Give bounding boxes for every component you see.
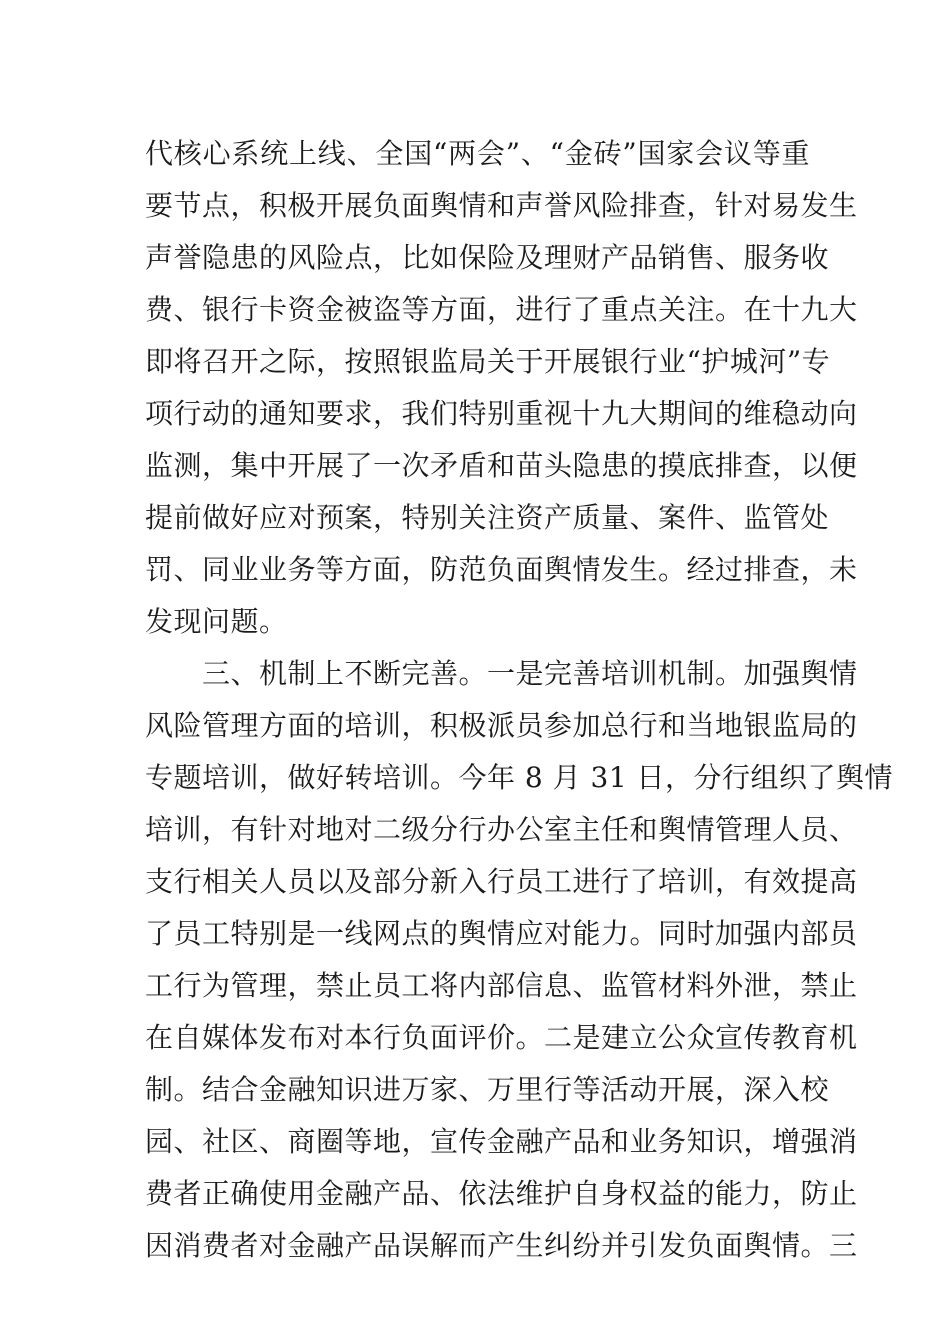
text-line: 罚、同业业务等方面，防范负面舆情发生。经过排查，未 <box>145 553 858 586</box>
text-line: 要节点，积极开展负面舆情和声誉风险排查，针对易发生 <box>145 189 858 222</box>
text-line: 项行动的通知要求，我们特别重视十九大期间的维稳动向 <box>145 397 858 430</box>
text-line: 制。结合金融知识进万家、万里行等活动开展，深入校 <box>145 1073 830 1106</box>
text-line: 工行为管理，禁止员工将内部信息、监管材料外泄，禁止 <box>145 969 858 1002</box>
text-line: 园、社区、商圈等地，宣传金融产品和业务知识，增强消 <box>145 1125 858 1158</box>
text-line: 费者正确使用金融产品、依法维护自身权益的能力，防止 <box>145 1177 858 1210</box>
text-line: 培训，有针对地对二级分行办公室主任和舆情管理人员、 <box>145 813 858 846</box>
text-line: 监测，集中开展了一次矛盾和苗头隐患的摸底排查，以便 <box>145 449 858 482</box>
text-line: 风险管理方面的培训，积极派员参加总行和当地银监局的 <box>145 709 858 742</box>
text-line: 专题培训，做好转培训。今年 8 月 31 日，分行组织了舆情 <box>145 761 894 794</box>
text-line: 声誉隐患的风险点，比如保险及理财产品销售、服务收 <box>145 241 830 274</box>
text-line: 在自媒体发布对本行负面评价。二是建立公众宣传教育机 <box>145 1021 858 1054</box>
text-line: 发现问题。 <box>145 605 288 638</box>
text-line: 三、机制上不断完善。一是完善培训机制。加强舆情 <box>145 657 858 690</box>
text-line: 因消费者对金融产品误解而产生纠纷并引发负面舆情。三 <box>145 1229 858 1262</box>
text-line: 即将召开之际，按照银监局关于开展银行业“护城河”专 <box>145 345 831 378</box>
document-body <box>145 128 894 1272</box>
text-line: 了员工特别是一线网点的舆情应对能力。同时加强内部员 <box>145 917 858 950</box>
text-line: 代核心系统上线、全国“两会”、“金砖”国家会议等重 <box>145 137 810 170</box>
text-line: 支行相关人员以及部分新入行员工进行了培训，有效提高 <box>145 865 858 898</box>
text-line: 费、银行卡资金被盗等方面，进行了重点关注。在十九大 <box>145 293 858 326</box>
text-line: 提前做好应对预案，特别关注资产质量、案件、监管处 <box>145 501 830 534</box>
